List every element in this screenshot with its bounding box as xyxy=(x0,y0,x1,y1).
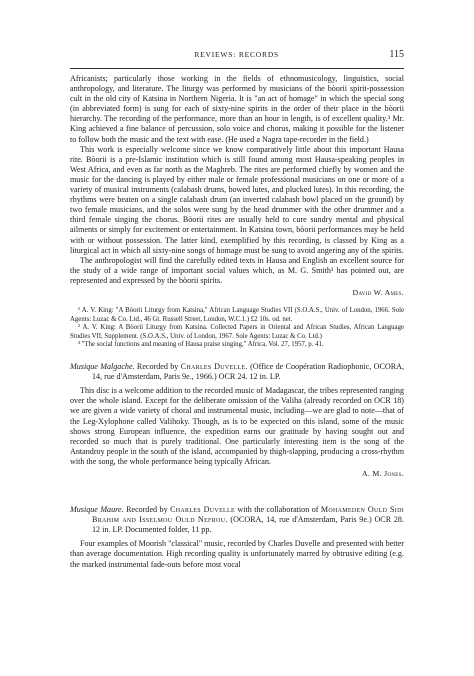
footnote-2: ² A. V. King: A Bòorii Liturgy from Katsina. Collected Papers in Oriental and African Studies, African Language Studies VII, Supplement. (S.O.A.S., Univ. of London, 1967. Sole Agents: Luzac & Co. Ltd.) xyxy=(70,324,404,340)
review-musique-malgache xyxy=(70,362,404,479)
record-title: Musique Maure. xyxy=(70,505,124,515)
paragraph-continuation: Africanists; particularly those working in the fields of ethnomusicology, linguistics, social anthropology, and literature. The liturgy was performed by musicians of the bòorii spirit-possession cult in the old city of Katsina in Northern Nigeria. It is "an act of homage" in which the special song (in abbreviated form) is sung for each of sixty-nine spirits in the order of their place in the bòorii hierarchy. The recording of the performance, more than an hour in length, is of excellent quality.³ Mr. King achieved a fine balance of percussion, solo voice and chorus, making it possible for the listener to follow both the music and the text with ease. (He used a Nagra tape-recorder in the field.) xyxy=(70,74,404,144)
recordist-name: Charles Duvelle xyxy=(170,505,235,515)
collaboration-label: with the collaboration of xyxy=(237,505,319,515)
reviewer-signature: A. M. Jones. xyxy=(361,468,404,478)
collaborator-names: Mohameden Ould Sidi Brahim and Isselmou Ould Nefrou. xyxy=(92,505,405,525)
review-musique-maure xyxy=(70,505,404,570)
review-body: This disc is a welcome addition to the recorded music of Madagascar, the tribes represented ranging over the whole island. Except for the deliberate omission of the Valiha (already recorded on OCR 18) we are given a wide variety of choral and instrumental music, including—we are glad to note—that of the Leg-Xylophone called Valihoky. Though, as is to be expected on this island, some of the music shows strong European influence, the expedition earns our gratitude by having sought out and recorded so much that is purely traditional. One particularly interesting item is the song of the Antandroy people in the south of the island, accompanied by thigh-slapping, producing a cross-rhythm with the song, the whole performance being typically African. xyxy=(70,386,404,466)
reviewer-signature: David W. Ames. xyxy=(352,287,404,297)
footnote-1: ¹ A. V. King: "A Bòorii Liturgy from Katsina," African Language Studies VII (S.O.A.S., Univ. of London, 1966. Sole Agents: Luzac & Co. Ltd., 46 Gt. Russell Street, London, W.C.1.) £2 10s. od. net. xyxy=(70,307,404,323)
paragraph-rite: This work is especially welcome since we know comparatively little about this important Hausa rite. Bòorii is a pre-Islamic institution which is still found among most Hausa-speaking peoples in West Africa, and even as far north as the Maghreb. The rites are performed chiefly by women and the music for the dancing is played by either male or female professional musicians on one or more of a variety of musical instruments (calabash drums, bowed lutes, and plucked lutes). In this recording, the rhythms were beaten on a single calabash drum (an inverted calabash bowl placed on the ground) by two female musicians, and the solos were sung by the head drummer with the other drummer and a third female singing the chorus. Bòorii rites are usually held to cure sundry mental and physical ailments or simply for excitement or entertainment. In Katsina town, bòorii performances may be held with or without possession. The latter kind, exemplified by this recording, is classed by King as a liturgical act in which all sixty-nine songs of homage must be sung to avoid angering any of the spirits. xyxy=(70,144,404,255)
page-number: 115 xyxy=(389,49,404,60)
review-boorii-liturgy xyxy=(70,74,404,298)
recorded-by-label: Recorded by xyxy=(126,505,168,515)
footnote-3: ³ "The social functions and meaning of Hausa praise singing," Africa, Vol. 27, 1957, p. 41. xyxy=(78,341,324,349)
running-head: REVIEWS: RECORDS xyxy=(194,50,280,59)
publication-details: (OCORA, 14, rue d'Amsterdam, Paris 9e.) OCR 28. 12 in. LP. Documented folder, 11 pp. xyxy=(92,515,404,535)
recordist-name: Charles Duvelle. xyxy=(180,362,248,372)
footnotes xyxy=(70,307,404,350)
publication-details: (Office de Coopération Radiophonic, OCORA, 14, rue d'Amsterdam, Paris 9e., 1966.) OCR 24. 12 in. LP. xyxy=(92,362,404,382)
review-heading xyxy=(70,362,404,382)
review-heading xyxy=(70,505,404,535)
header-rule xyxy=(70,68,404,69)
recorded-by-label: Recorded by xyxy=(136,362,179,372)
record-title: Musique Malgache. xyxy=(70,362,135,372)
paragraph-anthropologist: The anthropologist will find the carefully edited texts in Hausa and English an excellent source for the study of a wide range of important social values which, as M. G. Smith³ has pointed out, are represented and expressed by the bòorii spirits. xyxy=(70,255,404,285)
review-body: Four examples of Moorish "classical" music, recorded by Charles Duvelle and presented with better than average documentation. High recording quality is unfortunately marred by obtrusive editing (e.g. the marked instrumental fade-outs before most vocal xyxy=(70,539,404,569)
page-header xyxy=(70,50,404,68)
